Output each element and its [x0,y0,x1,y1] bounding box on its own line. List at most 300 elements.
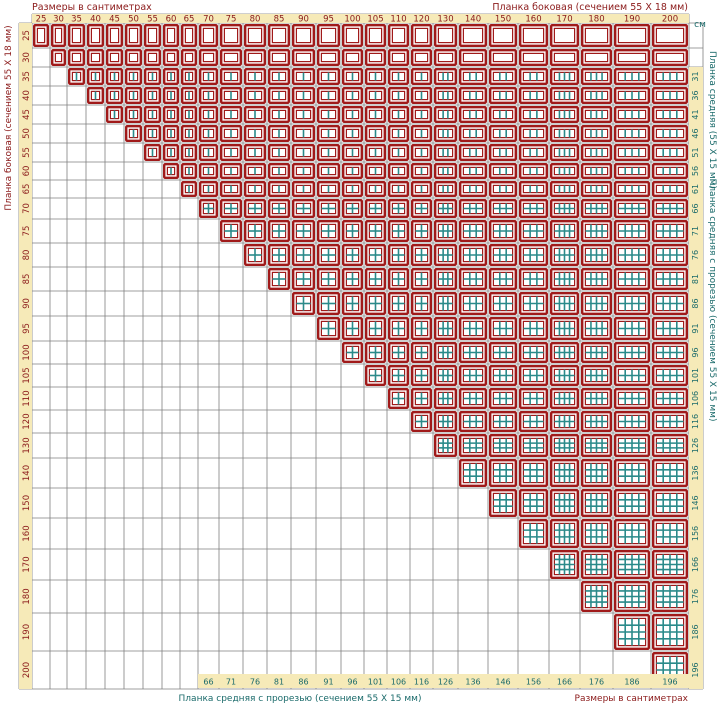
frame-icon [318,145,339,160]
frame-icon [269,107,289,122]
frame-icon [389,366,408,385]
frame-icon [551,69,578,84]
frame-icon [164,88,178,103]
unit-label: см [694,20,706,30]
frame-icon [126,88,141,103]
column-header: 150 [494,14,512,25]
frame-icon [412,182,431,196]
frame-icon [551,88,578,103]
frame-icon [490,88,516,103]
bottom-value: 196 [662,677,678,687]
frame-icon [269,245,289,265]
frame-icon [366,145,385,160]
frame-icon [245,200,265,217]
frame-icon [520,88,547,103]
right-value: 106 [691,390,700,407]
right-value: 36 [691,90,700,101]
frame-icon [412,145,431,160]
right-value: 46 [691,128,700,139]
frame-icon [551,293,578,314]
frame-icon [412,366,431,385]
frame-icon [366,50,385,65]
frame-icon [551,269,578,289]
column-header: 75 [225,14,237,25]
frame-icon [200,200,217,217]
frame-icon [653,200,687,217]
frame-icon [343,107,362,122]
right-value: 81 [691,273,700,285]
column-header: 60 [165,14,177,25]
row-header: 75 [22,225,32,237]
frame-icon [460,145,486,160]
column-header: 170 [556,14,573,25]
frame-icon [318,269,339,289]
frame-icon [343,343,362,362]
frame-icon [551,366,578,385]
frame-icon [520,269,547,289]
frame-icon [164,145,178,160]
frame-icon [145,145,160,160]
row-header: 170 [22,556,32,573]
frame-icon [389,221,408,241]
frame-icon [200,69,217,84]
frame-icon [412,164,431,178]
frame-icon [107,88,122,103]
bottom-value: 176 [588,677,605,687]
frame-icon [615,318,649,339]
frame-icon [366,164,385,178]
frame-icon [412,69,431,84]
frame-icon [366,69,385,84]
bottom-center-label: Планка средняя с прорезью (сечением 55 Х 15 мм) [178,694,422,704]
frame-icon [343,25,362,46]
frame-icon [490,126,516,141]
frame-icon [245,25,265,46]
frame-icon [460,107,486,122]
frame-icon [653,389,687,408]
frame-icon [520,490,547,516]
frame-icon [520,164,547,178]
frame-icon [318,126,339,141]
frame-icon [582,318,611,339]
frame-icon [200,88,217,103]
frame-icon [653,50,687,65]
frame-icon [653,460,687,486]
frame-icon [293,25,314,46]
column-header: 35 [71,14,82,25]
frame-icon [435,293,456,314]
frame-icon [318,318,339,339]
frame-icon [520,221,547,241]
right-value: 116 [691,413,700,430]
frame-icon [551,551,578,578]
frame-icon [366,318,385,339]
frame-icon [221,69,241,84]
frame-icon [435,88,456,103]
frame-icon [389,245,408,265]
row-header: 160 [22,525,32,542]
frame-icon [343,200,362,217]
right-value: 126 [691,437,700,454]
frame-icon [269,182,289,196]
frame-icon [145,88,160,103]
frame-icon [293,221,314,241]
frame-icon [653,145,687,160]
frame-icon [435,107,456,122]
frame-icon [520,200,547,217]
frame-icon [412,412,431,431]
frame-icon [269,50,289,65]
frame-icon [107,25,122,46]
frame-icon [164,126,178,141]
frame-icon [653,318,687,339]
frame-icon [460,88,486,103]
frame-icon [520,293,547,314]
frame-icon [582,182,611,196]
frame-icon [582,551,611,578]
frame-icon [343,318,362,339]
frame-icon [412,221,431,241]
frame-icon [615,435,649,456]
frame-icon [389,50,408,65]
frame-icon [582,145,611,160]
frame-icon [389,25,408,46]
frame-icon [653,366,687,385]
bottom-value: 81 [273,677,285,687]
frame-icon [145,126,160,141]
bottom-value: 136 [465,677,481,687]
frame-icon [460,126,486,141]
row-header: 110 [22,390,32,407]
row-header: 105 [22,367,32,384]
frame-icon [293,50,314,65]
frame-icon [318,164,339,178]
row-header: 55 [22,147,32,158]
frame-icon [343,164,362,178]
frame-icon [343,69,362,84]
frame-icon [182,50,196,65]
frame-icon [200,182,217,196]
bottom-value: 91 [323,677,334,687]
right-value: 61 [691,183,700,195]
frame-icon [389,200,408,217]
frame-icon [460,200,486,217]
frame-icon [653,269,687,289]
frame-icon [615,50,649,65]
frame-icon [366,293,385,314]
frame-icon [520,245,547,265]
frame-icon [245,182,265,196]
frame-icon [200,25,217,46]
row-header: 45 [22,109,32,120]
right-value: 96 [691,347,700,358]
right-value: 91 [691,323,700,334]
frame-icon [435,50,456,65]
frame-icon [318,88,339,103]
frame-icon [460,164,486,178]
column-header: 90 [298,14,309,25]
frame-icon [221,164,241,178]
frame-icon [221,50,241,65]
frame-icon [435,366,456,385]
frame-icon [615,269,649,289]
frame-icon [615,293,649,314]
frame-icon [318,50,339,65]
frame-icon [582,582,611,611]
frame-icon [69,69,84,84]
right-value: 186 [691,624,700,640]
frame-icon [293,182,314,196]
frame-icon [389,293,408,314]
frame-icon [582,69,611,84]
frame-icon [245,145,265,160]
row-header: 25 [22,30,32,41]
frame-icon [200,145,217,160]
row-header: 90 [22,298,32,309]
frame-icon [389,107,408,122]
frame-icon [551,460,578,486]
frame-icon [107,69,122,84]
frame-icon [653,182,687,196]
frame-icon [615,520,649,547]
right-value: 176 [691,588,700,605]
right-value: 66 [691,203,700,214]
frame-icon [293,107,314,122]
frame-icon [126,69,141,84]
right-value: 31 [691,71,700,82]
frame-icon [34,25,48,46]
frame-icon [245,126,265,141]
row-header: 50 [22,128,32,139]
frame-icon [460,221,486,241]
frame-icon [221,145,241,160]
frame-icon [582,164,611,178]
row-header: 200 [22,661,32,679]
frame-icon [389,389,408,408]
column-header: 65 [183,14,195,25]
bottom-value: 66 [203,677,214,687]
row-header: 80 [22,249,32,261]
frame-icon [366,200,385,217]
frame-icon [582,460,611,486]
frame-icon [615,88,649,103]
frame-icon [412,245,431,265]
frame-icon [164,50,178,65]
frame-icon [221,107,241,122]
frame-icon [389,126,408,141]
right-value: 41 [691,109,700,120]
frame-icon [615,490,649,516]
frame-icon [490,269,516,289]
frame-icon [389,145,408,160]
frame-icon [490,145,516,160]
frame-icon [318,107,339,122]
frame-icon [293,88,314,103]
frame-icon [366,221,385,241]
frame-icon [435,221,456,241]
frame-icon [615,615,649,649]
frame-icon [551,389,578,408]
row-header: 60 [22,165,32,177]
frame-icon [460,343,486,362]
column-header: 70 [203,14,214,25]
frame-icon [490,164,516,178]
bottom-value: 116 [413,677,430,687]
bottom-value: 96 [347,677,358,687]
column-header: 40 [90,14,101,25]
frame-icon [520,460,547,486]
frame-icon [520,25,547,46]
frame-icon [245,88,265,103]
frame-icon [520,366,547,385]
frame-icon [582,50,611,65]
frame-icon [615,69,649,84]
frame-icon [520,435,547,456]
frame-icon [318,200,339,217]
frame-icon [221,25,241,46]
frame-icon [412,343,431,362]
column-header: 200 [661,14,679,25]
frame-icon [435,200,456,217]
row-header: 40 [22,90,32,101]
frame-icon [582,389,611,408]
frame-icon [615,200,649,217]
frame-icon [343,293,362,314]
frame-icon [412,126,431,141]
right-value: 76 [691,249,700,261]
frame-icon [221,126,241,141]
frame-icon [653,582,687,611]
frame-icon [245,221,265,241]
frame-icon [460,366,486,385]
frame-icon [435,145,456,160]
bottom-value: 106 [390,677,407,687]
frame-icon [551,107,578,122]
frame-icon [520,182,547,196]
bottom-value: 156 [525,677,542,687]
frame-icon [269,69,289,84]
frame-icon [343,245,362,265]
frame-icon [126,25,141,46]
frame-icon [582,435,611,456]
bottom-value: 86 [298,677,309,687]
frame-icon [293,126,314,141]
frame-icon [343,88,362,103]
column-header: 25 [35,14,47,25]
frame-icon [293,69,314,84]
frame-icon [582,221,611,241]
frame-icon [389,69,408,84]
frame-icon [490,50,516,65]
frame-icon [389,88,408,103]
right-value: 136 [691,465,700,481]
frame-icon [269,126,289,141]
frame-icon [490,412,516,431]
frame-icon [343,145,362,160]
row-header: 130 [22,437,32,454]
frame-icon [460,245,486,265]
frame-icon [582,293,611,314]
top-left-label: Размеры в сантиметрах [32,2,152,13]
frame-icon [460,318,486,339]
frame-icon [520,389,547,408]
frame-icon [490,389,516,408]
row-header: 180 [22,588,32,605]
frame-icon [245,107,265,122]
frame-icon [293,245,314,265]
frame-icon [490,182,516,196]
frame-icon [412,389,431,408]
frame-icon [490,343,516,362]
frame-icon [182,88,196,103]
frame-icon [615,164,649,178]
frame-icon [182,69,196,84]
frame-icon [52,50,65,65]
right-value: 166 [691,556,700,573]
frame-icon [269,221,289,241]
bottom-value: 166 [556,677,573,687]
frame-icon [653,412,687,431]
frame-icon [182,182,196,196]
frame-icon [653,164,687,178]
frame-icon [366,182,385,196]
frame-icon [615,145,649,160]
frame-icon [520,126,547,141]
frame-icon [412,269,431,289]
right-lower-label: Планка средняя с прорезью (сечением 55 Х 15 мм) [707,178,717,422]
frame-icon [269,88,289,103]
frame-icon [182,25,196,46]
frame-icon [490,435,516,456]
frame-icon [221,200,241,217]
frame-icon [490,69,516,84]
frame-icon [52,25,65,46]
frame-icon [653,245,687,265]
frame-icon [269,145,289,160]
column-header: 190 [623,14,641,25]
frame-icon [293,200,314,217]
frame-icon [318,293,339,314]
frame-icon [653,293,687,314]
frame-icon [200,50,217,65]
bottom-value: 101 [367,677,384,687]
row-header: 95 [22,323,32,334]
frame-icon [221,88,241,103]
frame-icon [435,269,456,289]
frame-icon [490,293,516,314]
frame-icon [460,293,486,314]
frame-icon [293,145,314,160]
frame-icon [343,269,362,289]
frame-icon [221,221,241,241]
row-header: 150 [22,494,32,512]
frame-icon [343,182,362,196]
right-upper-label: Планка средняя (55 Х 15 мм) [707,51,717,189]
frame-icon [88,25,103,46]
frame-icon [520,107,547,122]
frame-icon [582,25,611,46]
frame-icon [653,615,687,649]
frame-icon [69,50,84,65]
cells-layer [34,25,687,687]
frame-icon [551,200,578,217]
row-header: 120 [22,413,32,430]
frame-icon [318,69,339,84]
bottom-value: 126 [437,677,454,687]
frame-icon [69,25,84,46]
frame-icon [653,25,687,46]
column-header: 80 [249,14,261,25]
